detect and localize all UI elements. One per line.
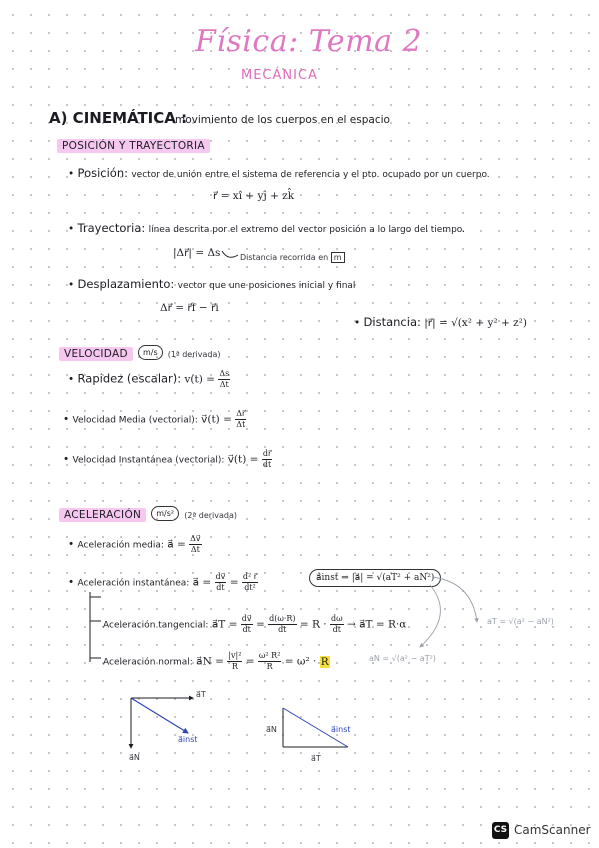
desplazamiento-definition: vector que une posiciones inicial y final (177, 281, 356, 291)
aceleracion-instantanea-lhs: a⃗ = (192, 576, 212, 589)
bullet: • (354, 317, 361, 329)
bullet: • (68, 538, 75, 551)
fraction-numerator: d² r⃗ (242, 572, 258, 581)
aceleracion-normal-lhs: a⃗N = (196, 655, 224, 668)
fraction-denominator: dt (332, 625, 341, 634)
fraction-numerator: |v|² (228, 651, 242, 660)
fraction-numerator: dω (330, 614, 343, 623)
fraction-numerator: ω² R² (258, 651, 281, 660)
trayectoria-note-text: Distancia recorrida en (240, 253, 329, 262)
diagram-right-diagonal (283, 708, 348, 747)
page-title: Física: Tema 2 (195, 24, 423, 59)
fraction-numerator: d(ω·R) (269, 614, 296, 623)
fraction-numerator: dv⃗ (241, 614, 252, 623)
diagram-left-diagonal-label: a⃗inst (178, 735, 198, 744)
trayectoria-curve-arrow (222, 251, 238, 257)
aceleracion-normal-r-highlighted: R (320, 655, 329, 668)
fraction-numerator: Δv⃗ (190, 534, 201, 543)
aceleracion-unit: m/s² (151, 506, 179, 521)
aceleracion-tangencial-mid: = R · (299, 618, 327, 631)
diagram-right-left-label: a⃗N (266, 725, 277, 734)
fraction-denominator: dt² (244, 583, 256, 592)
fraction-numerator: Δs (219, 369, 230, 378)
velocidad-media-lhs: v⃗(t) = (201, 413, 232, 426)
aceleracion-note: (2ª derivada) (184, 511, 238, 520)
fraction-numerator: dr⃗ (262, 449, 272, 458)
aceleracion-media-lhs: a⃗ = (167, 538, 186, 551)
subheading-velocidad: VELOCIDAD (59, 347, 133, 361)
camscanner-text: CamScanner (514, 823, 591, 837)
section-description: movimiento de los cuerpos en el espacio (175, 114, 390, 126)
fraction-numerator: Δr⃗ (236, 409, 246, 418)
desplazamiento-label: Desplazamiento: (77, 277, 175, 291)
subheading-posicion-trayectoria: POSICIÓN Y TRAYECTORIA (57, 139, 210, 153)
fraction-numerator: dv⃗ (215, 572, 226, 581)
aceleracion-tangencial-result: → a⃗T = R·α (346, 618, 407, 631)
trayectoria-definition: línea descrita por el extremo del vector posición a lo largo del tiempo. (148, 225, 465, 235)
aceleracion-tangencial-lhs: a⃗T = (211, 618, 238, 631)
bullet: • (68, 576, 75, 589)
diagram-left-diagonal (131, 698, 188, 733)
diagram-left-bottom-label: a⃗N (129, 753, 140, 762)
rapidez-lhs: v(t) = (184, 373, 215, 386)
posicion-formula: r⃗ = xî + yĵ + zk̂ (213, 190, 295, 202)
bullet: • (68, 373, 75, 386)
fraction-denominator: dt (262, 460, 272, 469)
aceleracion-tangencial-label: Aceleración tangencial: (103, 620, 209, 631)
diagram-left-top-label: a⃗T (196, 690, 206, 699)
velocidad-instantanea-lhs: v⃗(t) = (227, 453, 259, 466)
fraction-denominator: R (231, 662, 238, 671)
equals-sign: = (229, 576, 239, 589)
equals-sign: = (255, 618, 265, 631)
aceleracion-modulo-circled: a⃗inst ⇒ |a⃗| = √(aT² + aN²) (309, 569, 441, 587)
equals-sign: = (245, 655, 255, 668)
aceleracion-normal-label: Aceleración normal: (103, 657, 193, 668)
fraction-denominator: Δt (219, 380, 229, 389)
fraction-denominator: Δt (190, 545, 200, 554)
rapidez-label: Rapidez (escalar): (77, 371, 182, 386)
bullet: • (63, 413, 70, 426)
fraction-denominator: dt (242, 625, 251, 634)
fraction-denominator: dt (278, 625, 287, 634)
bullet: • (63, 453, 70, 466)
desplazamiento-formula: Δr⃗ = r⃗f − r⃗i (160, 302, 219, 314)
velocidad-note: (1ª derivada) (167, 350, 221, 359)
page-subtitle: MECÁNICA (241, 68, 318, 83)
distancia-formula: |r⃗| = √(x² + y² + z²) (424, 317, 527, 329)
posicion-definition: vector de unión entre el sistema de referencia y el pto. ocupado por un cuerpo. (131, 170, 490, 180)
side-arrow-2 (420, 585, 440, 647)
aceleracion-bracket (90, 592, 101, 662)
posicion-label: Posición: (77, 166, 129, 180)
aceleracion-instantanea-label: Aceleración instantánea: (77, 578, 190, 589)
fraction-denominator: Δt (236, 420, 246, 429)
diagram-right-diagonal-label: a⃗inst (331, 725, 351, 734)
velocidad-instantanea-label: Velocidad Instantánea (vectorial): (72, 455, 225, 466)
diagram-right-bottom-label: a⃗T (311, 754, 321, 763)
bullet: • (68, 168, 75, 180)
bullet: • (68, 223, 75, 235)
trayectoria-unit: m (331, 252, 345, 263)
camscanner-logo: CS (492, 822, 509, 839)
bullet: • (68, 279, 75, 291)
trayectoria-formula: |Δr⃗| = Δs (173, 247, 221, 259)
side-formula-tangencial: aT = √(a² − aN²) (487, 617, 554, 626)
fraction-denominator: R (266, 662, 273, 671)
velocidad-media-label: Velocidad Media (vectorial): (72, 415, 198, 426)
aceleracion-normal-mid: = ω² · (284, 655, 317, 668)
velocidad-unit: m/s (138, 345, 163, 360)
aceleracion-media-label: Aceleración media: (77, 540, 164, 551)
fraction-denominator: dt (216, 583, 225, 592)
side-formula-normal: aN = √(a² − aT²) (369, 654, 436, 663)
distancia-label: Distancia: (363, 315, 421, 329)
section-heading-cinematica: A) CINEMÁTICA : (49, 109, 188, 127)
subheading-aceleracion: ACELERACIÓN (59, 508, 146, 522)
trayectoria-label: Trayectoria: (77, 221, 146, 235)
